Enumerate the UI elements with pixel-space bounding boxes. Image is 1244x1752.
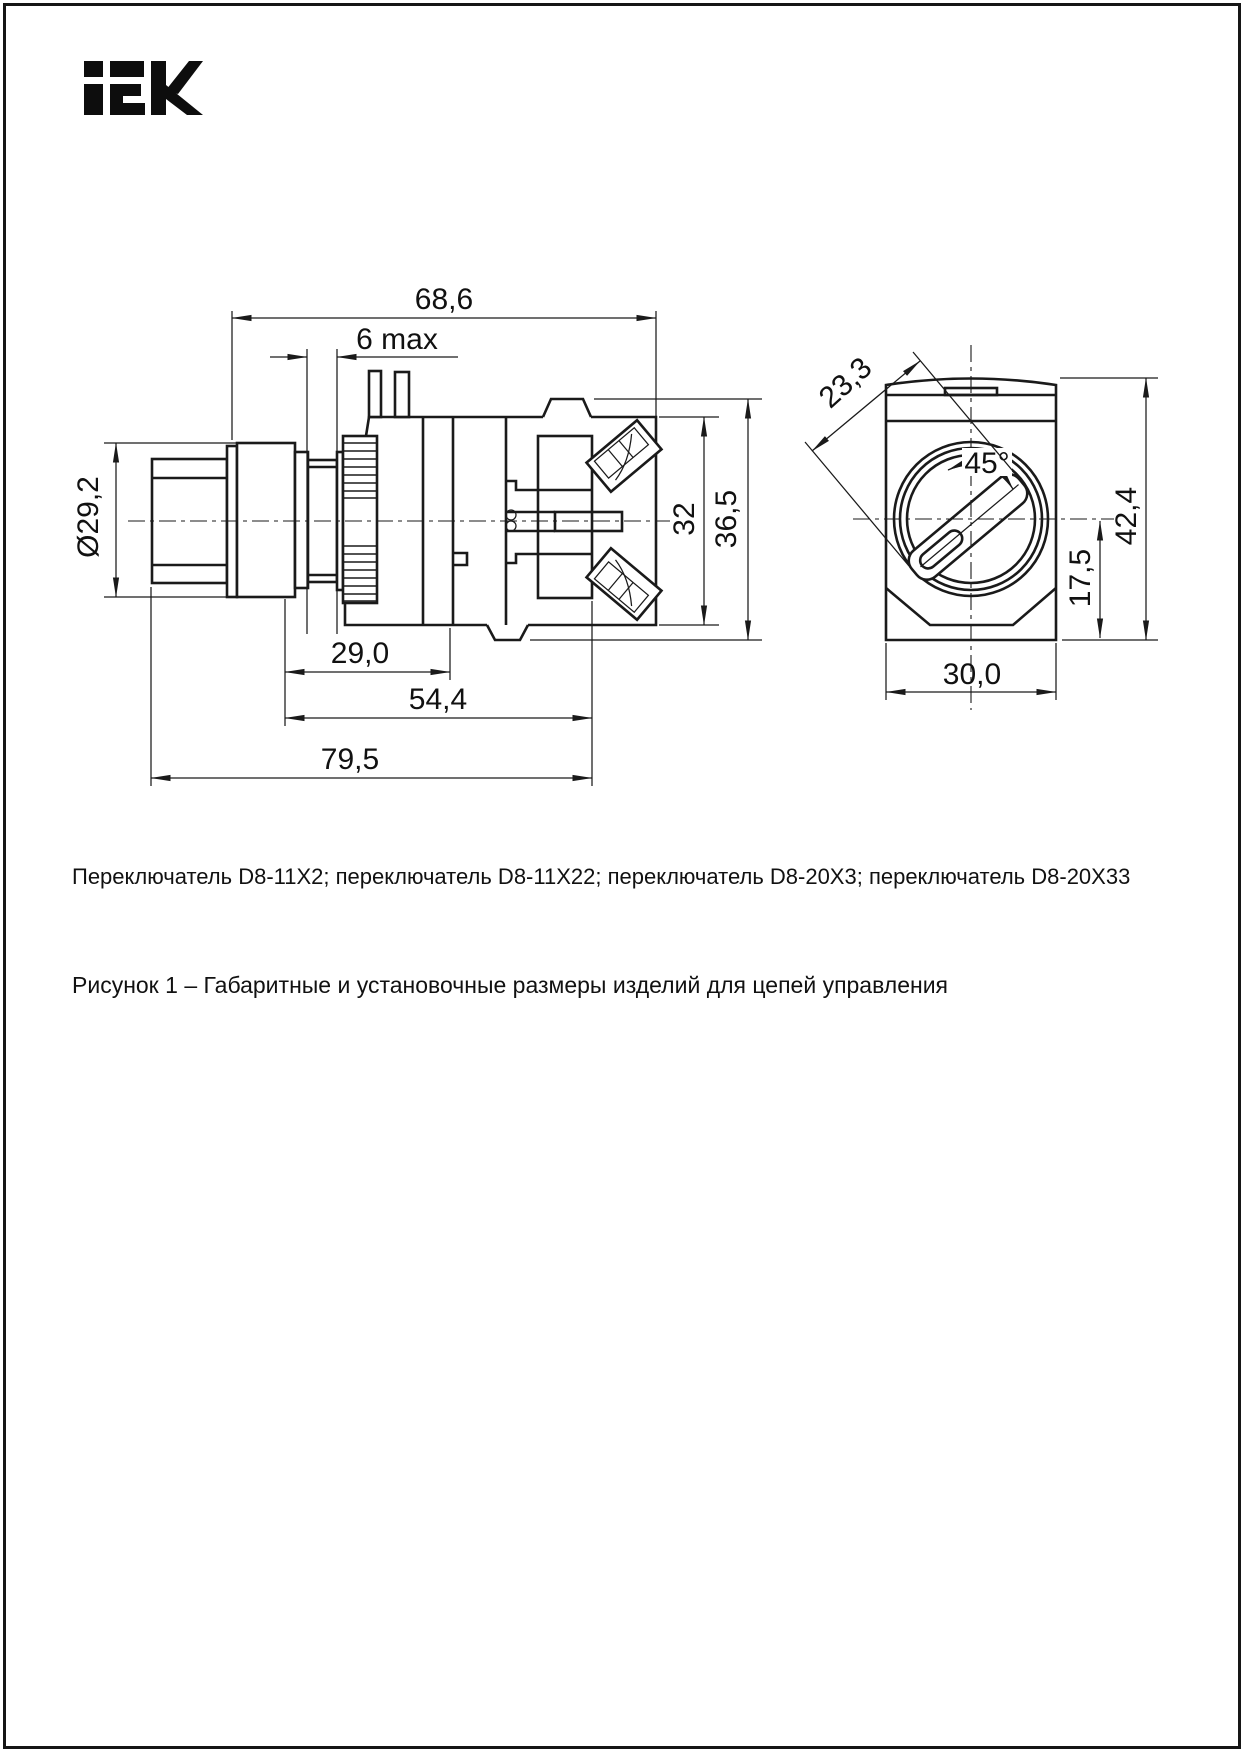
front-view-drawing (805, 345, 1158, 710)
dim-body-length: 54,4 (408, 683, 468, 716)
bezel (237, 443, 295, 597)
side-view-drawing (72, 283, 762, 786)
bottom-clip (487, 625, 528, 640)
latch-step (453, 553, 467, 565)
switch-body (345, 371, 656, 640)
top-clip (543, 399, 591, 417)
screw-terminal-top (587, 420, 662, 492)
iek-logo (84, 61, 203, 115)
dim-height-overall: 42,4 (1110, 486, 1143, 546)
dim-bezel-diameter: Ø29,2 (72, 476, 105, 558)
figure-caption: Рисунок 1 – Габаритные и установочные размеры изделий для цепей управления (72, 972, 949, 998)
step-ring (295, 452, 308, 588)
dim-handle-length: 23,3 (812, 351, 879, 415)
dim-handle-angle: 45° (964, 447, 1010, 480)
anti-rotation-tab (395, 372, 409, 417)
dim-block-height-clips: 36,5 (710, 489, 743, 549)
anti-rotation-tab (369, 371, 381, 417)
dim-total-length: 79,5 (320, 743, 380, 776)
dim-panel-thickness: 6 max (356, 323, 438, 356)
threaded-bushing (343, 436, 377, 603)
screw-terminal-bottom (587, 548, 662, 620)
contact-block (506, 420, 661, 620)
dim-behind-panel-length: 29,0 (330, 637, 390, 670)
dim-overall-length: 68,6 (414, 283, 474, 316)
product-models-line: Переключатель D8-11X2; переключатель D8-11X22; переключатель D8-20X3; переключатель D8-20X33 (72, 864, 1131, 889)
dim-center-to-bottom: 17,5 (1064, 548, 1097, 608)
dim-width: 30,0 (942, 658, 1002, 691)
dim-block-height: 32 (668, 502, 701, 536)
